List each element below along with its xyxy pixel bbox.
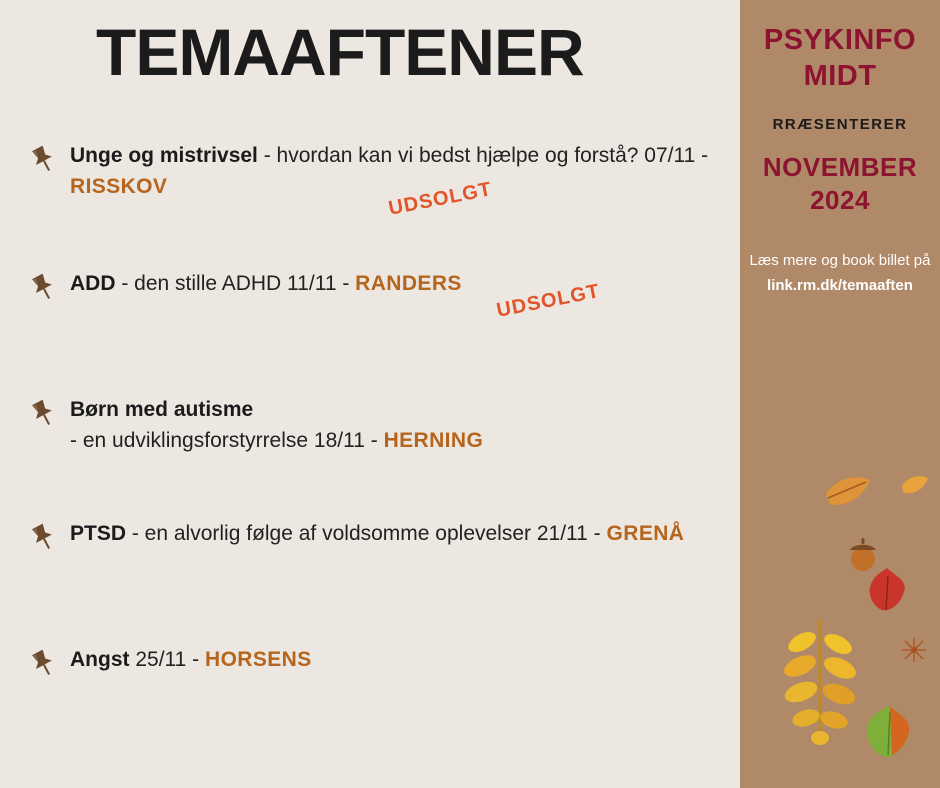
event-place: GRENÅ (606, 522, 685, 545)
page-title: TEMAAFTENER (96, 15, 584, 89)
leaf-icon (860, 702, 918, 767)
event-title: ADD (70, 272, 116, 295)
event-place: HERNING (383, 429, 484, 452)
event-place: HORSENS (205, 648, 312, 671)
leaf-icon (822, 470, 874, 521)
booking-link[interactable]: link.rm.dk/temaaften (767, 277, 913, 294)
list-item[interactable] (28, 644, 728, 704)
status-badge: UDSOLGT (386, 178, 494, 220)
list-item[interactable] (28, 394, 728, 456)
pushpin-icon (28, 398, 58, 428)
list-item[interactable] (28, 268, 728, 328)
brand-name (740, 22, 940, 94)
event-description: - den stille ADHD 11/11 - (115, 272, 356, 295)
status-badge: UDSOLGT (494, 280, 602, 322)
booking-info (740, 249, 940, 297)
leaf-icon (900, 472, 930, 505)
event-place: RANDERS (355, 272, 462, 295)
presents-label: RRÆSENTERER (772, 116, 908, 133)
pushpin-icon (28, 648, 58, 678)
acorn-icon (846, 536, 880, 577)
list-item[interactable] (28, 518, 728, 578)
event-title: Børn med autisme (70, 398, 254, 421)
poster-sidebar (740, 0, 940, 788)
event-list (28, 140, 728, 770)
month-label: NOVEMBER (762, 152, 918, 182)
list-item[interactable] (28, 140, 728, 220)
leaf-icon (864, 566, 910, 619)
booking-text: Læs mere og book billet på (749, 252, 931, 269)
event-text (70, 394, 728, 456)
brand-line-2: MIDT (803, 60, 877, 92)
event-title: PTSD (70, 522, 127, 545)
date-block (740, 151, 940, 217)
event-text (70, 268, 728, 299)
event-description: - en udviklingsforstyrrelse 18/11 - (70, 429, 384, 452)
event-title: Unge og mistrivsel (70, 144, 258, 167)
leaf-branch-icon (776, 614, 862, 751)
event-text (70, 644, 728, 675)
event-description: - en alvorlig følge af voldsomme oplevelser 21/11 - (126, 522, 607, 545)
pine-icon (900, 636, 928, 669)
pushpin-icon (28, 272, 58, 302)
event-description: - hvordan kan vi bedst hjælpe og forstå? 07/11 - (257, 144, 709, 167)
year-label: 2024 (810, 185, 870, 215)
event-text (70, 140, 728, 202)
event-place: RISSKOV (70, 175, 168, 198)
event-text (70, 518, 728, 549)
event-description: 25/11 - (129, 648, 205, 671)
event-title: Angst (70, 648, 130, 671)
pushpin-icon (28, 144, 58, 174)
brand-line-1: PSYKINFO (763, 24, 917, 56)
pushpin-icon (28, 522, 58, 552)
